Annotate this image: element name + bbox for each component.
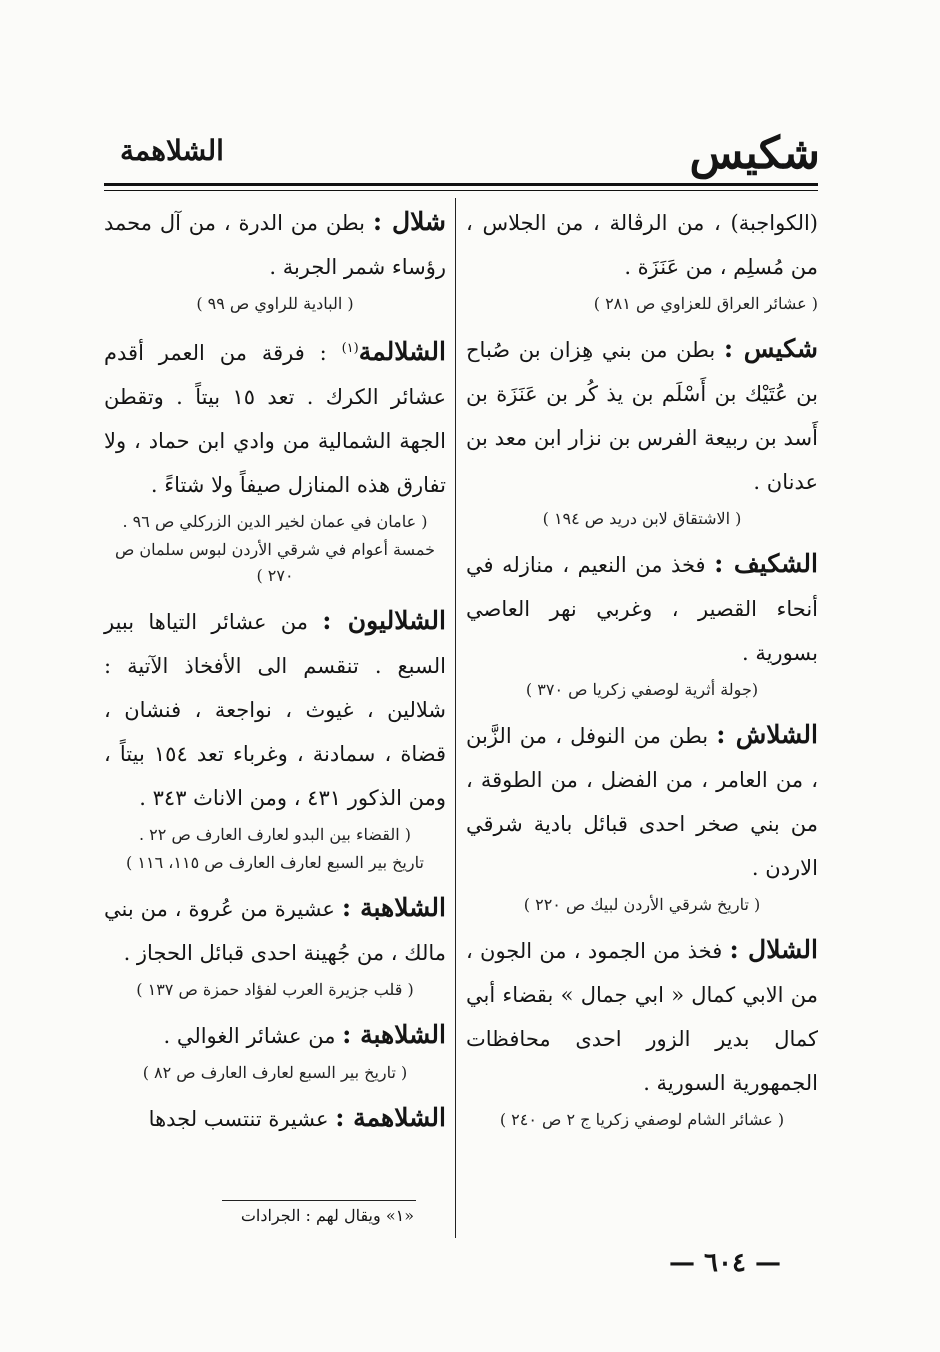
entry-source: ( عشائر الشام لوصفي زكريا ج ٢ ص ٢٤٠ ) <box>499 1110 785 1129</box>
entry <box>466 928 818 1133</box>
entry-term: شكيس : <box>723 334 818 363</box>
entry <box>104 327 446 589</box>
footnote-rule <box>222 1200 416 1201</box>
entry-term: الشلاش : <box>716 720 818 749</box>
entry-text: (الكواجبة) ، من الرڤالة ، من الجلاس ، من مُسلِم ، من عَنَزَة . <box>466 211 818 279</box>
entry-source: تاريخ بير السبع لعارف العارف ص ١١٥، ١١٦ ) <box>126 853 424 872</box>
entry-text: عشيرة من عُروة ، من بني مالك ، من جُهينة احدى قبائل الحجاز . <box>104 897 446 965</box>
entry-source: ( القضاء بين البدو لعارف العارف ص ٢٢ . <box>139 825 411 844</box>
entry-term: الشلال : <box>729 935 818 964</box>
entry-source: ( تاريخ بير السبع لعارف العارف ص ٨٢ ) <box>142 1063 408 1082</box>
entry <box>104 599 446 876</box>
footnote: «١» ويقال لهم : الجرادات <box>240 1206 414 1225</box>
entry-source: خمسة أعوام في شرقي الأردن لبوس سلمان ص ٢٧٠ ) <box>115 540 435 585</box>
header-left-word: الشلاهمة <box>120 134 224 167</box>
entry-term: الشلاليون : <box>322 606 446 635</box>
page-number: — ٦٠٤ — <box>668 1248 782 1278</box>
entry-term: الشلاهمة : <box>335 1103 446 1132</box>
entry-source: ( البادية للراوي ص ٩٩ ) <box>196 294 354 313</box>
entry-term: الشلاهبة : <box>342 1020 446 1049</box>
entry <box>104 1096 446 1141</box>
entry-term: الشلاهبة : <box>341 893 446 922</box>
entry-source: ( الاشتقاق لابن دريد ص ١٩٤ ) <box>542 509 742 528</box>
entry-text: من عشائر الغوالي . <box>163 1024 336 1048</box>
entry-text: فخذ من الجمود ، من الجون ، من الابي كمال « ابي جمال » بقضاء أبي كمال بدير الزور احدى محافظات الجمهورية السورية . <box>466 939 818 1095</box>
entry-text: بطن من الدرة ، من آل محمد رؤساء شمر الجربة . <box>104 211 446 279</box>
entry <box>466 713 818 918</box>
entry-term: الشلالمة <box>358 337 446 366</box>
entry-source: ( عامان في عمان لخير الدين الزركلي ص ٩٦ . <box>122 512 428 531</box>
column-divider <box>455 198 456 1238</box>
entry-source: ( تاريخ شرقي الأردن لبيك ص ٢٢٠ ) <box>523 895 761 914</box>
entry <box>104 200 446 317</box>
entry-text: من عشائر التياها ببير السبع . تنقسم الى الأفخاذ الآتية : شلالين ، غيوث ، نواجعة ، فنشان ، قضاة ، سمادنة ، وغرباء تعد ١٥٤ بيتاً ، ومن الذكور ٤٣١ ، ومن الاناث ٣٤٣ . <box>104 610 446 810</box>
left-column <box>104 200 446 1141</box>
entry-text: بطن من النوفل ، من الزَّبن ، من العامر ، من الفضل ، من الطوقة ، من بني صخر احدى قبائل بادية شرقي الاردن . <box>466 724 818 880</box>
entry-text: بطن من بني هِزان بن صُباح بن عُتَيْك بن أَسْلَم بن يذ كُر بن عَنَزَة بن أَسد بن ربيعة الفرس بن نزار ابن معد بن عدنان . <box>466 338 818 494</box>
entry-text: فخذ من النعيم ، منازله في أنحاء القصير ، وغربي نهر العاصي بسورية . <box>466 553 818 665</box>
footnote-marker: (١) <box>341 341 359 356</box>
right-column <box>466 200 818 1143</box>
entry-source: ( قلب جزيرة العرب لفؤاد حمزة ص ١٣٧ ) <box>136 980 414 999</box>
entry-text: عشيرة تنتسب لجدها <box>148 1107 329 1131</box>
entry <box>104 1013 446 1086</box>
header-rule-thick <box>104 183 818 186</box>
entry <box>104 886 446 1003</box>
entry-source: (جولة أثرية لوصفي زكريا ص ٣٧٠ ) <box>525 680 759 699</box>
entry-term: الشكيف : <box>714 549 818 578</box>
entry-term: شلال : <box>372 207 446 236</box>
entry-text: : فرقة من العمر أقدم عشائر الكرك . تعد ١٥ بيتاً . وتقطن الجهة الشمالية من وادي ابن حماد ، ولا تفارق هذه المنازل صيفاً ولا شتاءً . <box>104 341 446 497</box>
header-right-word: شكيس <box>689 128 820 179</box>
entry <box>466 200 818 317</box>
entry-source: ( عشائر العراق للعزاوي ص ٢٨١ ) <box>593 294 818 313</box>
entry <box>466 542 818 703</box>
header-rule-thin <box>104 190 818 191</box>
entry <box>466 327 818 532</box>
